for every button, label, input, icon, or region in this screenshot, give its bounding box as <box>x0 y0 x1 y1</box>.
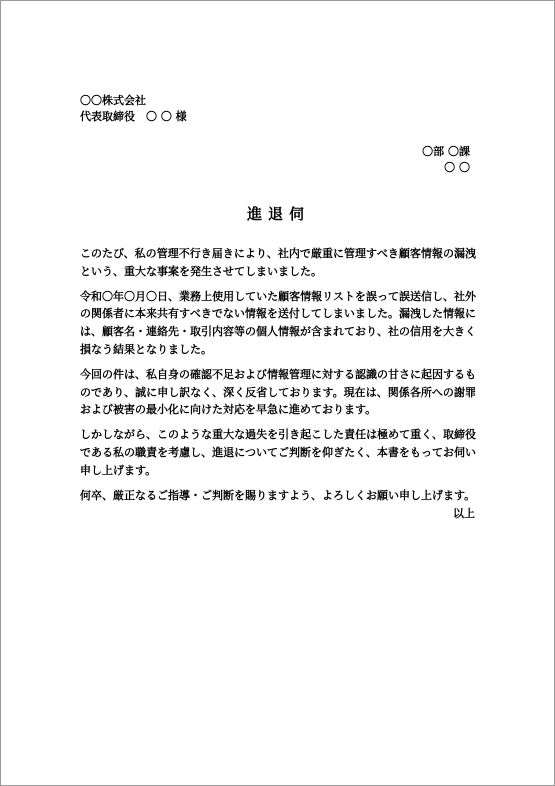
body-paragraph: 今回の件は、私自身の確認不足および情報管理に対する認識の甘さに起因するものであり、誠に申し訳なく、深く反省しております。現在は、関係各所への謝罪および被害の最小化に向けた対応を早急に進めております。 <box>80 367 476 417</box>
sender-block <box>422 144 470 176</box>
body-paragraph: しかしながら、このような重大な過失を引き起こした責任は極めて重く、取締役である私の職責を考慮し、進退についてご判断を仰ぎたく、本書をもってお伺い申し上げます。 <box>80 428 476 477</box>
addressee-recipient: 代表取締役 〇 〇 様 <box>80 110 187 123</box>
sender-name: 〇 〇 <box>444 161 470 174</box>
document-body <box>80 245 476 511</box>
body-paragraph: 何卒、厳正なるご指導・ご判断を賜りますよう、よろしくお願い申し上げます。 <box>80 488 476 502</box>
body-paragraph: 令和〇年〇月〇日、業務上使用していた顧客情報リストを誤って誤送信し、社外の関係者に本来共有すべきでない情報を送付してしまいました。漏洩した情報には、顧客名・連絡先・取引内容等の個人情報が含まれており、社の信用を大きく損なう結果となりました。 <box>80 289 476 356</box>
addressee-company: 〇〇株式会社 <box>80 94 146 107</box>
body-paragraph: このたび、私の管理不行き届きにより、社内で厳重に管理すべき顧客情報の漏洩という、重大な事案を発生させてしまいました。 <box>80 247 476 278</box>
document-title: 進退伺 <box>246 205 310 223</box>
addressee-block <box>80 93 187 125</box>
closing-remark: 以上 <box>453 507 475 520</box>
sender-department: 〇部 〇課 <box>422 145 470 158</box>
